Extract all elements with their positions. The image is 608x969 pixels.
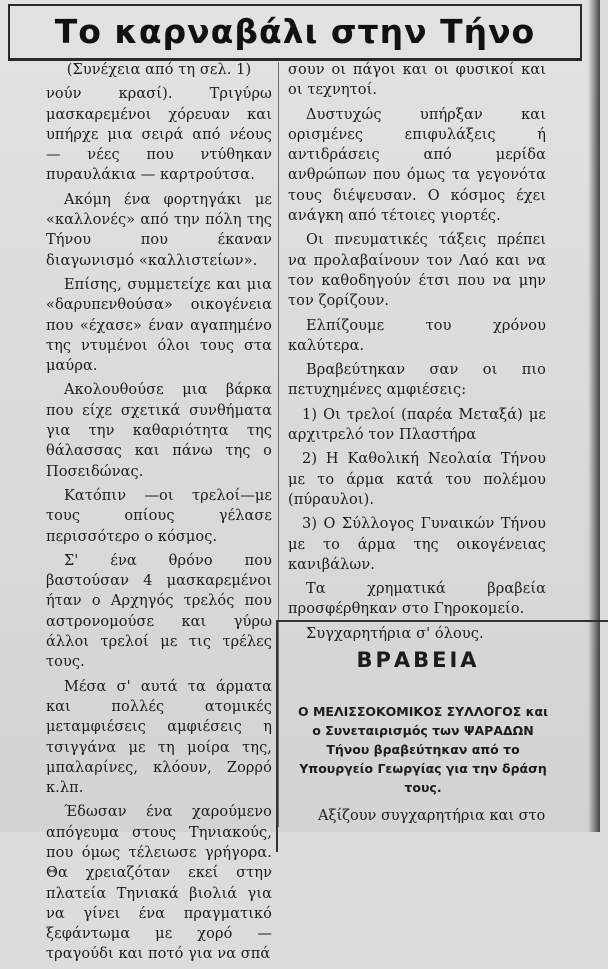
left-column-paragraph: νούν κρασί). Τριγύρω μασκαρεμένοι χόρευαν και υπήρχε μια σειρά από νέους — νέες που ντύθηκαν πυραυλάκια — καρτρούτσα. xyxy=(46,86,272,184)
awards-box-continuation: Αξίζουν συγχαρητήρια και στο xyxy=(318,808,546,824)
left-column-paragraph: Επίσης, συμμετείχε και μια «δαρυπενθούσα» οικογένεια που «έχασε» έναν αγαπημένο της ντυμένοι όλοι τους στα μαύρα. xyxy=(46,276,272,375)
right-column-paragraph: Δυστυχώς υπήρξαν και ορισμένες επιφυλάξεις ή αντιδράσεις από μερίδα ανθρώπων που όμως τα γεγονότα τους διέψευσαν. Ο κόσμος έχει ανάγκη από τέτοιες γιορτές. xyxy=(288,106,546,225)
headline: Το καρναβάλι στην Τήνο xyxy=(8,4,582,61)
right-column xyxy=(288,60,546,648)
left-column-paragraph: Ακολουθούσε μια βάρκα που είχε σχετικά συνθήματα για την καθαριότητα της θάλασσας και πάνω της ο Ποσειδώνας. xyxy=(46,382,272,480)
awards-box-text: Ο ΜΕΛΙΣΣΟΚΟΜΙΚΟΣ ΣΥΛΛΟΓΟΣ και ο Συνεταιρισμός των ΨΑΡΑΔΩΝ Τήνου βραβεύτηκαν από το Υπουργείο Γεωργίας για την δράση τους. xyxy=(298,704,548,795)
right-column-paragraph: Ελπίζουμε του χρόνου καλύτερα. xyxy=(288,317,546,354)
left-column-paragraph: Σ' ένα θρόνο που βαστούσαν 4 μασκαρεμένοι ήταν ο Αρχηγός τρελός που αστρονομούσε και γύρω άλλοι τρελοί με τις τρέλες τους. xyxy=(46,552,272,671)
right-column-paragraph: 2) Η Καθολική Νεολαία Τήνου με το άρμα κατά του πολέμου (πύραυλοι). xyxy=(288,451,546,508)
left-column-paragraph: (Συνέχεια από τη σελ. 1) xyxy=(66,62,252,78)
right-column-paragraph: 1) Οι τρελοί (παρέα Μεταξά) με αρχιτρελό τον Πλαστήρα xyxy=(288,406,546,444)
left-column-paragraph: Έδωσαν ένα χαρούμενο απόγευμα στους Τηνιακούς, που όμως τέλειωσε γρήγορα. Θα χρειαζόταν εκεί στην πλατεία Τηνιακά βιολιά για να γίνει ένα πραγματικό ξεφάντωμα με χορό —τραγούδι και ποτό για να σπά xyxy=(46,804,272,963)
right-column-paragraph: 3) Ο Σύλλογος Γυναικών Τήνου με το άρμα της οικογένειας κανιβάλων. xyxy=(288,516,546,573)
left-column xyxy=(46,60,272,969)
right-column-paragraph: Τα χρηματικά βραβεία προσφέρθηκαν στο Γηροκομείο. xyxy=(288,581,546,618)
left-column-paragraph: Κατόπιν —οι τρελοί—με τους οπίους γέλασε περισσότερο ο κόσμος. xyxy=(46,487,272,545)
awards-box-title: ΒΡΑΒΕΙΑ xyxy=(356,648,480,672)
left-column-paragraph: Ακόμη ένα φορτηγάκι με «καλλονές» από την πόλη της Τήνου που έκαναν διαγωνισμό «καλλιστείων». xyxy=(46,191,272,269)
right-column-paragraph: Βραβεύτηκαν σαν οι πιο πετυχημένες αμφιέσεις: xyxy=(288,362,546,399)
left-column-paragraph: Μέσα σ' αυτά τα άρματα και πολλές ατομικές μεταμφιέσεις αμφιέσεις η τσιγγάνα με τη μοίρα της, μπαλαρίνες, κλόουν, Ζορρό κ.λπ. xyxy=(46,678,272,797)
right-column-paragraph: Συγχαρητήρια σ' όλους. xyxy=(306,625,484,642)
right-column-paragraph: σουν οι πάγοι και οι φυσικοί και οι τεχνητοί. xyxy=(288,62,546,99)
page-edge-shadow xyxy=(588,0,600,832)
right-column-paragraph: Οι πνευματικές τάξεις πρέπει να προλαβαίνουν τον Λαό και να τον καθοδηγούν έτσι που να μην τον ζορίζουν. xyxy=(288,232,546,310)
